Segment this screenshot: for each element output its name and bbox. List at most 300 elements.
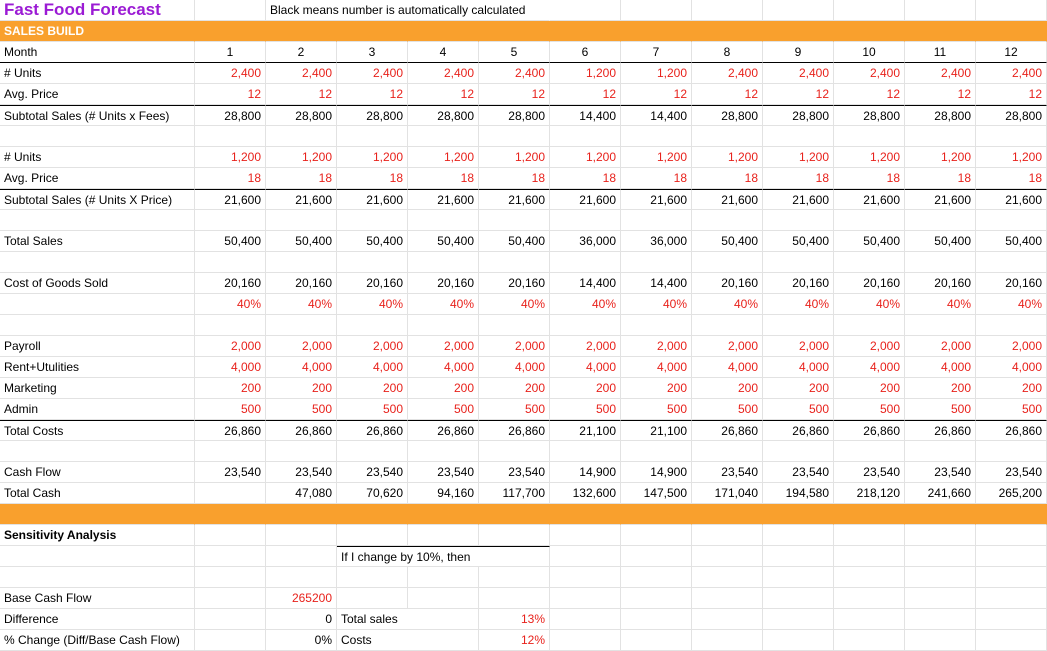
value-cell[interactable]: 500 (337, 399, 408, 420)
empty-cell[interactable] (621, 210, 692, 231)
empty-cell[interactable] (408, 567, 479, 588)
value-cell[interactable]: 50,400 (266, 231, 337, 252)
empty-cell[interactable] (692, 567, 763, 588)
value-cell[interactable]: 2,400 (834, 63, 905, 84)
value-cell[interactable]: 50,400 (692, 231, 763, 252)
value-cell[interactable]: 2,400 (337, 63, 408, 84)
empty-cell[interactable] (834, 315, 905, 336)
value-cell[interactable]: 1,200 (337, 147, 408, 168)
value-cell[interactable]: 4,000 (408, 357, 479, 378)
value-cell[interactable]: 1,200 (195, 147, 266, 168)
empty-cell[interactable] (408, 588, 479, 609)
value-cell[interactable]: 2,000 (479, 336, 550, 357)
empty-cell[interactable] (337, 441, 408, 462)
empty-cell[interactable] (0, 546, 195, 567)
band-cell[interactable] (834, 504, 905, 525)
value-cell[interactable]: 4,000 (692, 357, 763, 378)
empty-cell[interactable] (621, 546, 692, 567)
band-cell[interactable] (692, 21, 763, 42)
value-cell[interactable]: 12 (763, 84, 834, 105)
value-cell[interactable]: 26,860 (266, 420, 337, 441)
value-cell[interactable]: 2,000 (834, 336, 905, 357)
value-cell[interactable]: 117,700 (479, 483, 550, 504)
value-cell[interactable]: 18 (621, 168, 692, 189)
value-cell[interactable]: 500 (550, 399, 621, 420)
row-label[interactable]: Admin (0, 399, 195, 420)
month-header[interactable]: 12 (976, 42, 1047, 63)
value-cell[interactable]: 18 (692, 168, 763, 189)
value-cell[interactable]: 23,540 (479, 462, 550, 483)
value-cell[interactable]: 23,540 (195, 462, 266, 483)
value-cell[interactable]: 200 (692, 378, 763, 399)
value-cell[interactable]: 26,860 (195, 420, 266, 441)
empty-cell[interactable] (976, 441, 1047, 462)
value-cell[interactable]: 50,400 (834, 231, 905, 252)
value-cell[interactable]: 500 (479, 399, 550, 420)
empty-cell[interactable] (834, 252, 905, 273)
empty-cell[interactable] (976, 630, 1047, 651)
empty-cell[interactable] (621, 567, 692, 588)
band-cell[interactable] (905, 21, 976, 42)
row-label[interactable]: Avg. Price (0, 168, 195, 189)
value-cell[interactable]: 23,540 (337, 462, 408, 483)
note-text[interactable]: Black means number is automatically calculated (266, 0, 550, 21)
value-cell[interactable]: 21,600 (479, 189, 550, 210)
value-cell[interactable]: 18 (408, 168, 479, 189)
empty-cell[interactable] (834, 630, 905, 651)
value-cell[interactable]: 14,900 (621, 462, 692, 483)
empty-cell[interactable] (692, 252, 763, 273)
base-value[interactable]: 265200 (266, 588, 337, 609)
empty-cell[interactable] (692, 525, 763, 546)
empty-cell[interactable] (621, 126, 692, 147)
row-label[interactable]: Rent+Utulities (0, 357, 195, 378)
empty-cell[interactable] (976, 315, 1047, 336)
value-cell[interactable]: 4,000 (479, 357, 550, 378)
empty-cell[interactable] (692, 315, 763, 336)
value-cell[interactable]: 20,160 (763, 273, 834, 294)
empty-cell[interactable] (550, 0, 621, 21)
value-cell[interactable]: 50,400 (408, 231, 479, 252)
value-cell[interactable]: 21,600 (692, 189, 763, 210)
empty-cell[interactable] (905, 567, 976, 588)
value-cell[interactable]: 500 (976, 399, 1047, 420)
band-cell[interactable] (763, 504, 834, 525)
sheet-title[interactable]: Fast Food Forecast (0, 0, 195, 21)
empty-cell[interactable] (763, 609, 834, 630)
row-label[interactable]: Subtotal Sales (# Units x Fees) (0, 105, 195, 126)
empty-cell[interactable] (408, 252, 479, 273)
empty-cell[interactable] (550, 567, 621, 588)
value-cell[interactable]: 2,400 (763, 63, 834, 84)
value-cell[interactable]: 50,400 (976, 231, 1047, 252)
value-cell[interactable]: 21,600 (550, 189, 621, 210)
value-cell[interactable]: 23,540 (408, 462, 479, 483)
empty-cell[interactable] (550, 252, 621, 273)
empty-cell[interactable] (0, 441, 195, 462)
value-cell[interactable]: 18 (337, 168, 408, 189)
value-cell[interactable]: 500 (266, 399, 337, 420)
value-cell[interactable]: 2,000 (692, 336, 763, 357)
empty-cell[interactable] (976, 126, 1047, 147)
band-cell[interactable] (976, 21, 1047, 42)
row-label[interactable]: Cash Flow (0, 462, 195, 483)
band-cell[interactable] (195, 21, 266, 42)
row-label[interactable]: # Units (0, 147, 195, 168)
empty-cell[interactable] (763, 567, 834, 588)
empty-cell[interactable] (834, 588, 905, 609)
empty-cell[interactable] (479, 588, 550, 609)
empty-cell[interactable] (408, 441, 479, 462)
empty-cell[interactable] (266, 567, 337, 588)
empty-cell[interactable] (621, 525, 692, 546)
empty-cell[interactable] (763, 0, 834, 21)
value-cell[interactable]: 26,860 (905, 420, 976, 441)
value-cell[interactable]: 18 (834, 168, 905, 189)
pct-cell[interactable]: 40% (337, 294, 408, 315)
value-cell[interactable]: 12 (479, 84, 550, 105)
row-label[interactable]: Payroll (0, 336, 195, 357)
value-cell[interactable]: 200 (266, 378, 337, 399)
empty-cell[interactable] (195, 588, 266, 609)
value-cell[interactable]: 4,000 (763, 357, 834, 378)
empty-cell[interactable] (976, 0, 1047, 21)
value-cell[interactable]: 26,860 (692, 420, 763, 441)
empty-cell[interactable] (408, 126, 479, 147)
value-cell[interactable]: 2,400 (692, 63, 763, 84)
value-cell[interactable] (195, 483, 266, 504)
empty-cell[interactable] (905, 210, 976, 231)
value-cell[interactable]: 500 (195, 399, 266, 420)
empty-cell[interactable] (266, 315, 337, 336)
empty-cell[interactable] (763, 441, 834, 462)
empty-cell[interactable] (195, 210, 266, 231)
empty-cell[interactable] (834, 126, 905, 147)
empty-cell[interactable] (834, 441, 905, 462)
empty-cell[interactable] (550, 210, 621, 231)
value-cell[interactable]: 12 (195, 84, 266, 105)
value-cell[interactable]: 21,100 (621, 420, 692, 441)
empty-cell[interactable] (0, 126, 195, 147)
empty-cell[interactable] (976, 567, 1047, 588)
value-cell[interactable]: 200 (195, 378, 266, 399)
pct-cell[interactable]: 40% (976, 294, 1047, 315)
empty-cell[interactable] (550, 441, 621, 462)
section-band-label[interactable]: SALES BUILD (0, 21, 195, 42)
value-cell[interactable]: 1,200 (834, 147, 905, 168)
month-header[interactable]: 11 (905, 42, 976, 63)
empty-cell[interactable] (0, 210, 195, 231)
value-cell[interactable]: 18 (976, 168, 1047, 189)
empty-cell[interactable] (195, 525, 266, 546)
empty-cell[interactable] (479, 252, 550, 273)
value-cell[interactable]: 20,160 (905, 273, 976, 294)
value-cell[interactable]: 500 (834, 399, 905, 420)
band-cell[interactable] (550, 504, 621, 525)
value-cell[interactable]: 1,200 (479, 147, 550, 168)
value-cell[interactable]: 21,600 (905, 189, 976, 210)
value-cell[interactable]: 200 (905, 378, 976, 399)
value-cell[interactable]: 23,540 (763, 462, 834, 483)
month-label[interactable]: Month (0, 42, 195, 63)
pct-cell[interactable]: 40% (692, 294, 763, 315)
empty-cell[interactable] (195, 0, 266, 21)
empty-cell[interactable] (621, 252, 692, 273)
empty-cell[interactable] (621, 441, 692, 462)
empty-cell[interactable] (266, 210, 337, 231)
value-cell[interactable]: 4,000 (337, 357, 408, 378)
value-cell[interactable]: 12 (408, 84, 479, 105)
value-cell[interactable]: 200 (621, 378, 692, 399)
row-label[interactable]: # Units (0, 63, 195, 84)
value-cell[interactable]: 50,400 (337, 231, 408, 252)
empty-cell[interactable] (337, 588, 408, 609)
band-cell[interactable] (337, 21, 408, 42)
band-cell[interactable] (905, 504, 976, 525)
value-cell[interactable]: 14,400 (621, 273, 692, 294)
empty-cell[interactable] (621, 0, 692, 21)
value-cell[interactable]: 12 (550, 84, 621, 105)
month-header[interactable]: 7 (621, 42, 692, 63)
value-cell[interactable]: 1,200 (763, 147, 834, 168)
empty-cell[interactable] (195, 567, 266, 588)
band-cell[interactable] (408, 21, 479, 42)
value-cell[interactable]: 28,800 (834, 105, 905, 126)
empty-cell[interactable] (195, 252, 266, 273)
band-cell[interactable] (976, 504, 1047, 525)
band-cell[interactable] (479, 504, 550, 525)
value-cell[interactable]: 4,000 (976, 357, 1047, 378)
value-cell[interactable]: 12 (976, 84, 1047, 105)
value-cell[interactable]: 1,200 (976, 147, 1047, 168)
month-header[interactable]: 1 (195, 42, 266, 63)
band-cell[interactable] (550, 21, 621, 42)
band-cell[interactable] (266, 504, 337, 525)
value-cell[interactable]: 14,400 (621, 105, 692, 126)
value-cell[interactable]: 2,000 (195, 336, 266, 357)
empty-cell[interactable] (763, 546, 834, 567)
value-cell[interactable]: 500 (621, 399, 692, 420)
value-cell[interactable]: 200 (976, 378, 1047, 399)
empty-cell[interactable] (763, 252, 834, 273)
empty-cell[interactable] (479, 315, 550, 336)
row-label[interactable]: Avg. Price (0, 84, 195, 105)
value-cell[interactable]: 14,900 (550, 462, 621, 483)
empty-cell[interactable] (834, 609, 905, 630)
empty-cell[interactable] (621, 609, 692, 630)
empty-cell[interactable] (692, 588, 763, 609)
value-cell[interactable]: 26,860 (763, 420, 834, 441)
empty-cell[interactable] (266, 252, 337, 273)
pct-change-value[interactable]: 0% (266, 630, 337, 651)
value-cell[interactable]: 2,400 (976, 63, 1047, 84)
empty-cell[interactable] (195, 609, 266, 630)
pct-cell[interactable]: 40% (479, 294, 550, 315)
value-cell[interactable]: 1,200 (550, 147, 621, 168)
empty-cell[interactable] (550, 588, 621, 609)
value-cell[interactable]: 21,600 (621, 189, 692, 210)
value-cell[interactable]: 20,160 (976, 273, 1047, 294)
sens-value[interactable]: 12% (479, 630, 550, 651)
value-cell[interactable]: 18 (195, 168, 266, 189)
pct-cell[interactable]: 40% (266, 294, 337, 315)
value-cell[interactable]: 50,400 (763, 231, 834, 252)
month-header[interactable]: 2 (266, 42, 337, 63)
value-cell[interactable]: 70,620 (337, 483, 408, 504)
empty-cell[interactable] (337, 210, 408, 231)
value-cell[interactable]: 12 (266, 84, 337, 105)
value-cell[interactable]: 2,400 (195, 63, 266, 84)
empty-cell[interactable] (692, 630, 763, 651)
value-cell[interactable]: 1,200 (266, 147, 337, 168)
empty-cell[interactable] (905, 315, 976, 336)
value-cell[interactable]: 200 (479, 378, 550, 399)
value-cell[interactable]: 28,800 (692, 105, 763, 126)
empty-cell[interactable] (763, 630, 834, 651)
empty-cell[interactable] (976, 546, 1047, 567)
empty-cell[interactable] (976, 609, 1047, 630)
value-cell[interactable]: 2,400 (905, 63, 976, 84)
empty-cell[interactable] (976, 252, 1047, 273)
value-cell[interactable]: 2,400 (479, 63, 550, 84)
value-cell[interactable]: 20,160 (479, 273, 550, 294)
empty-cell[interactable] (266, 441, 337, 462)
value-cell[interactable]: 18 (905, 168, 976, 189)
band-cell[interactable] (834, 21, 905, 42)
value-cell[interactable]: 2,000 (550, 336, 621, 357)
value-cell[interactable]: 2,400 (266, 63, 337, 84)
empty-cell[interactable] (195, 630, 266, 651)
empty-cell[interactable] (692, 609, 763, 630)
empty-cell[interactable] (834, 525, 905, 546)
row-label[interactable]: Total Cash (0, 483, 195, 504)
pct-cell[interactable]: 40% (550, 294, 621, 315)
value-cell[interactable]: 23,540 (976, 462, 1047, 483)
empty-cell[interactable] (905, 609, 976, 630)
value-cell[interactable]: 28,800 (195, 105, 266, 126)
value-cell[interactable]: 2,000 (905, 336, 976, 357)
empty-cell[interactable] (763, 315, 834, 336)
value-cell[interactable]: 21,600 (976, 189, 1047, 210)
empty-cell[interactable] (976, 525, 1047, 546)
value-cell[interactable]: 18 (479, 168, 550, 189)
band-cell[interactable] (763, 21, 834, 42)
value-cell[interactable]: 2,000 (763, 336, 834, 357)
value-cell[interactable]: 26,860 (834, 420, 905, 441)
empty-cell[interactable] (550, 630, 621, 651)
empty-cell[interactable] (195, 546, 266, 567)
pct-cell[interactable]: 40% (763, 294, 834, 315)
value-cell[interactable]: 2,000 (976, 336, 1047, 357)
empty-cell[interactable] (408, 315, 479, 336)
row-label[interactable]: Difference (0, 609, 195, 630)
empty-cell[interactable] (763, 210, 834, 231)
band-cell[interactable] (408, 504, 479, 525)
value-cell[interactable]: 50,400 (905, 231, 976, 252)
month-header[interactable]: 3 (337, 42, 408, 63)
empty-cell[interactable] (763, 588, 834, 609)
row-label[interactable]: Base Cash Flow (0, 588, 195, 609)
empty-cell[interactable] (266, 546, 337, 567)
value-cell[interactable]: 194,580 (763, 483, 834, 504)
empty-cell[interactable] (834, 567, 905, 588)
value-cell[interactable]: 23,540 (266, 462, 337, 483)
value-cell[interactable]: 1,200 (621, 147, 692, 168)
empty-cell[interactable] (195, 441, 266, 462)
empty-cell[interactable] (337, 567, 408, 588)
value-cell[interactable]: 21,600 (763, 189, 834, 210)
value-cell[interactable]: 14,400 (550, 105, 621, 126)
value-cell[interactable]: 12 (337, 84, 408, 105)
pct-cell[interactable]: 40% (408, 294, 479, 315)
diff-value[interactable]: 0 (266, 609, 337, 630)
band-cell[interactable] (692, 504, 763, 525)
empty-cell[interactable] (479, 441, 550, 462)
sens-value[interactable]: 13% (479, 609, 550, 630)
empty-cell[interactable] (905, 0, 976, 21)
empty-cell[interactable] (550, 315, 621, 336)
value-cell[interactable]: 36,000 (621, 231, 692, 252)
empty-cell[interactable] (692, 546, 763, 567)
value-cell[interactable]: 2,000 (621, 336, 692, 357)
value-cell[interactable]: 21,600 (834, 189, 905, 210)
empty-cell[interactable] (0, 315, 195, 336)
row-label[interactable]: Marketing (0, 378, 195, 399)
value-cell[interactable]: 500 (763, 399, 834, 420)
value-cell[interactable]: 4,000 (266, 357, 337, 378)
value-cell[interactable]: 4,000 (905, 357, 976, 378)
empty-cell[interactable] (550, 546, 621, 567)
band-cell[interactable] (621, 504, 692, 525)
empty-cell[interactable] (905, 630, 976, 651)
value-cell[interactable]: 20,160 (266, 273, 337, 294)
value-cell[interactable]: 2,000 (266, 336, 337, 357)
empty-cell[interactable] (337, 252, 408, 273)
value-cell[interactable]: 1,200 (621, 63, 692, 84)
value-cell[interactable]: 200 (550, 378, 621, 399)
value-cell[interactable]: 200 (337, 378, 408, 399)
value-cell[interactable]: 20,160 (337, 273, 408, 294)
empty-cell[interactable] (692, 210, 763, 231)
sens-label[interactable]: Costs (337, 630, 479, 651)
value-cell[interactable]: 20,160 (834, 273, 905, 294)
empty-cell[interactable] (266, 126, 337, 147)
band-cell[interactable] (0, 504, 195, 525)
empty-cell[interactable] (905, 441, 976, 462)
empty-cell[interactable] (408, 525, 479, 546)
empty-cell[interactable] (976, 210, 1047, 231)
pct-cell[interactable]: 40% (621, 294, 692, 315)
value-cell[interactable]: 21,600 (408, 189, 479, 210)
value-cell[interactable]: 28,800 (976, 105, 1047, 126)
value-cell[interactable]: 28,800 (479, 105, 550, 126)
band-cell[interactable] (266, 21, 337, 42)
month-header[interactable]: 4 (408, 42, 479, 63)
empty-cell[interactable] (0, 252, 195, 273)
value-cell[interactable]: 2,000 (337, 336, 408, 357)
empty-cell[interactable] (0, 294, 195, 315)
row-label[interactable]: Total Costs (0, 420, 195, 441)
empty-cell[interactable] (834, 0, 905, 21)
value-cell[interactable]: 21,100 (550, 420, 621, 441)
value-cell[interactable]: 28,800 (408, 105, 479, 126)
row-label[interactable]: Total Sales (0, 231, 195, 252)
value-cell[interactable]: 12 (621, 84, 692, 105)
empty-cell[interactable] (550, 609, 621, 630)
empty-cell[interactable] (479, 126, 550, 147)
band-cell[interactable] (621, 21, 692, 42)
value-cell[interactable]: 23,540 (834, 462, 905, 483)
